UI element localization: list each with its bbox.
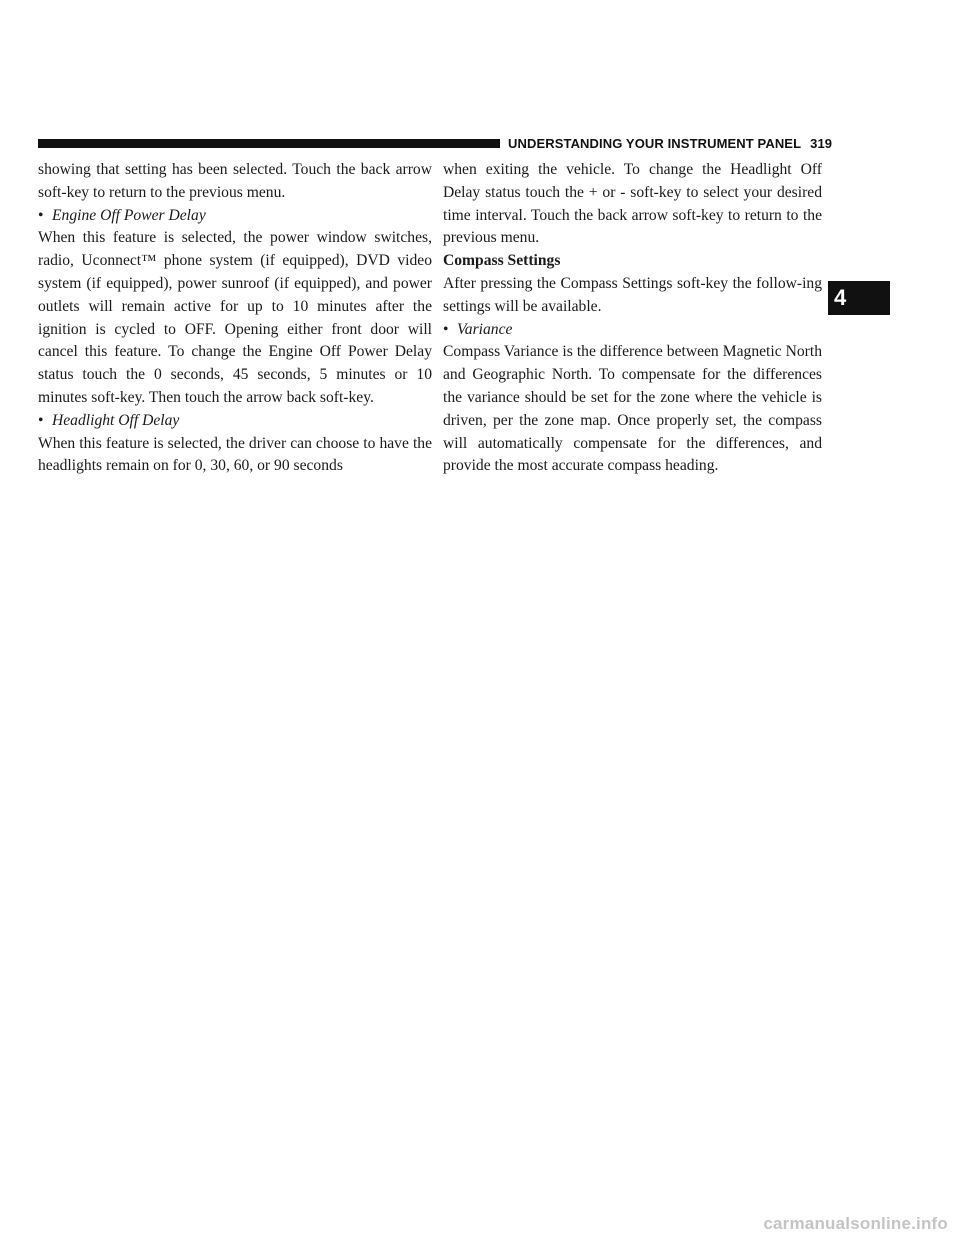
- bullet-heading: Variance: [457, 320, 513, 338]
- continuation-paragraph: when exiting the vehicle. To change the Headlight Off Delay status touch the + or - soft-key to select your desired time interval. Touch the back arrow soft-key to return to the previous menu.: [443, 161, 822, 247]
- left-column: [38, 159, 432, 478]
- bullet-variance: [443, 319, 822, 342]
- variance-paragraph: Compass Variance is the difference between Magnetic North and Geographic North. To compensate for the differences the variance should be set for the zone where the vehicle is driven, per the zone map. Once properly set, the compass will automatically compensate for the differences, and provide the most accurate compass heading.: [443, 343, 822, 475]
- bullet-heading: Headlight Off Delay: [52, 411, 180, 429]
- bullet-headlight-off-delay: [38, 410, 432, 433]
- bullet-icon: •: [443, 320, 449, 338]
- right-column: [443, 159, 822, 478]
- bullet-icon: •: [38, 206, 44, 224]
- watermark: carmanualsonline.info: [763, 1214, 948, 1233]
- chapter-tab: 4: [828, 281, 890, 315]
- bullet-heading: Engine Off Power Delay: [52, 206, 206, 224]
- compass-paragraph: After pressing the Compass Settings soft-key the follow-ing settings will be available.: [443, 274, 822, 315]
- page-number: 319: [810, 136, 833, 151]
- compass-settings-heading: Compass Settings: [443, 252, 561, 270]
- section-title: UNDERSTANDING YOUR INSTRUMENT PANEL: [508, 136, 802, 151]
- header-rule: [38, 139, 500, 148]
- headlight-paragraph: When this feature is selected, the driver can choose to have the headlights remain on for 0, 30, 60, or 90 seconds: [38, 434, 432, 475]
- running-header: [508, 136, 832, 152]
- engine-off-paragraph: When this feature is selected, the power window switches, radio, Uconnect™ phone system (if equipped), DVD video system (if equipped), power sunroof (if equipped), and power outlets will remain active for up to 10 minutes after the ignition is cycled to OFF. Opening either front door will cancel this feature. To change the Engine Off Power Delay status touch the 0 seconds, 45 seconds, 5 minutes or 10 minutes soft-key. Then touch the arrow back soft-key.: [38, 229, 432, 406]
- bullet-icon: •: [38, 411, 44, 429]
- bullet-engine-off-power-delay: [38, 205, 432, 228]
- intro-paragraph: showing that setting has been selected. Touch the back arrow soft-key to return to the previous menu.: [38, 161, 432, 201]
